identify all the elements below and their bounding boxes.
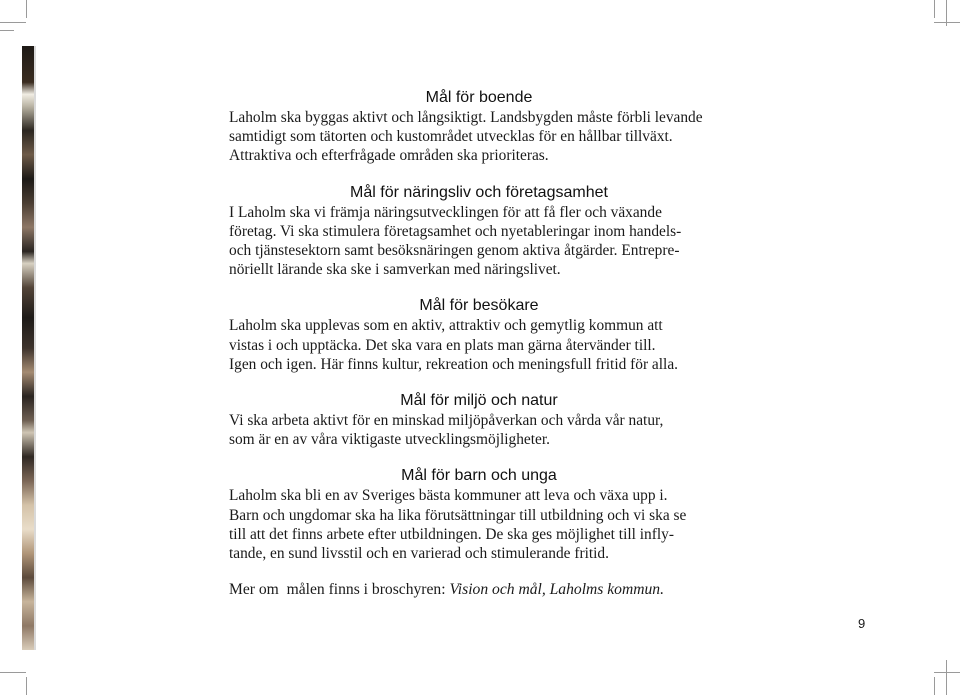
brochure-reference-prefix: Mer om målen finns i broschyren:: [229, 581, 450, 599]
crop-mark-br-h: [934, 672, 960, 673]
paragraph-line: som är en av våra viktigaste utvecklingsmöjligheter.: [229, 431, 550, 449]
section-title: Mål för besökare: [419, 297, 539, 315]
section-barn: [229, 466, 729, 563]
section-boende: [229, 88, 729, 166]
crop-mark-tr-v2: [946, 0, 947, 26]
section-naringsliv: [229, 183, 729, 280]
paragraph-line: Laholm ska bli en av Sveriges bästa kommuner att leva och växa upp i.: [229, 487, 668, 505]
section-title: Mål för barn och unga: [401, 467, 557, 485]
paragraph-line: Laholm ska upplevas som en aktiv, attraktiv och gemytlig kommun att: [229, 317, 663, 335]
section-besokare: [229, 296, 729, 374]
paragraph-line: Igen och igen. Här finns kultur, rekreation och meningsfull fritid för alla.: [229, 355, 678, 373]
brochure-reference: [229, 580, 729, 600]
section-title: Mål för näringsliv och företagsamhet: [350, 183, 608, 201]
paragraph-line: tande, en sund livsstil och en varierad och stimulerande fritid.: [229, 545, 609, 563]
crop-mark-bl-v: [26, 677, 27, 695]
paragraph-line: Attraktiva och efterfrågade områden ska prioriteras.: [229, 147, 549, 165]
crop-mark-bl-h: [0, 672, 26, 673]
photo-strip: [22, 46, 34, 650]
section-title: Mål för miljö och natur: [400, 392, 558, 410]
page-content: [229, 88, 729, 600]
paragraph-line: nöriellt lärande ska ske i samverkan med näringslivet.: [229, 261, 561, 279]
page-number: 9: [858, 616, 866, 631]
photo-strip-edge: [34, 46, 36, 650]
crop-mark-tl-h: [0, 22, 26, 23]
paragraph-line: Laholm ska byggas aktivt och långsiktigt. Landsbygden måste förbli levande: [229, 109, 703, 126]
crop-mark-tr-v: [934, 0, 935, 18]
crop-mark-br-v: [934, 677, 935, 695]
paragraph-line: samtidigt som tätorten och kustområdet utvecklas för en hållbar tillväxt.: [229, 128, 673, 146]
paragraph-line: Barn och ungdomar ska ha lika förutsättningar till utbildning och vi ska se: [229, 506, 687, 524]
paragraph-line: vistas i och upptäcka. Det ska vara en plats man gärna återvänder till.: [229, 336, 656, 354]
paragraph-line: företag. Vi ska stimulera företagsamhet och nyetableringar inom handels-: [229, 222, 682, 240]
section-miljo: [229, 391, 729, 449]
paragraph-line: I Laholm ska vi främja näringsutvecklingen för att få fler och växande: [229, 203, 662, 221]
paragraph-line: till att det finns arbete efter utbildningen. De ska ges möjlighet till infly-: [229, 525, 674, 543]
crop-mark-tl-h2: [0, 30, 14, 31]
section-title: Mål för boende: [425, 89, 533, 106]
crop-mark-tl-v: [26, 0, 27, 18]
paragraph-line: och tjänstesektorn samt besöksnäringen genom aktiva åtgärder. Entrepre-: [229, 242, 680, 260]
brochure-title: Vision och mål, Laholms kommun.: [449, 581, 664, 599]
paragraph-line: Vi ska arbeta aktivt för en minskad miljöpåverkan och vårda vår natur,: [229, 412, 664, 430]
crop-mark-br-v2: [946, 660, 947, 695]
crop-mark-tr-h: [934, 22, 960, 23]
